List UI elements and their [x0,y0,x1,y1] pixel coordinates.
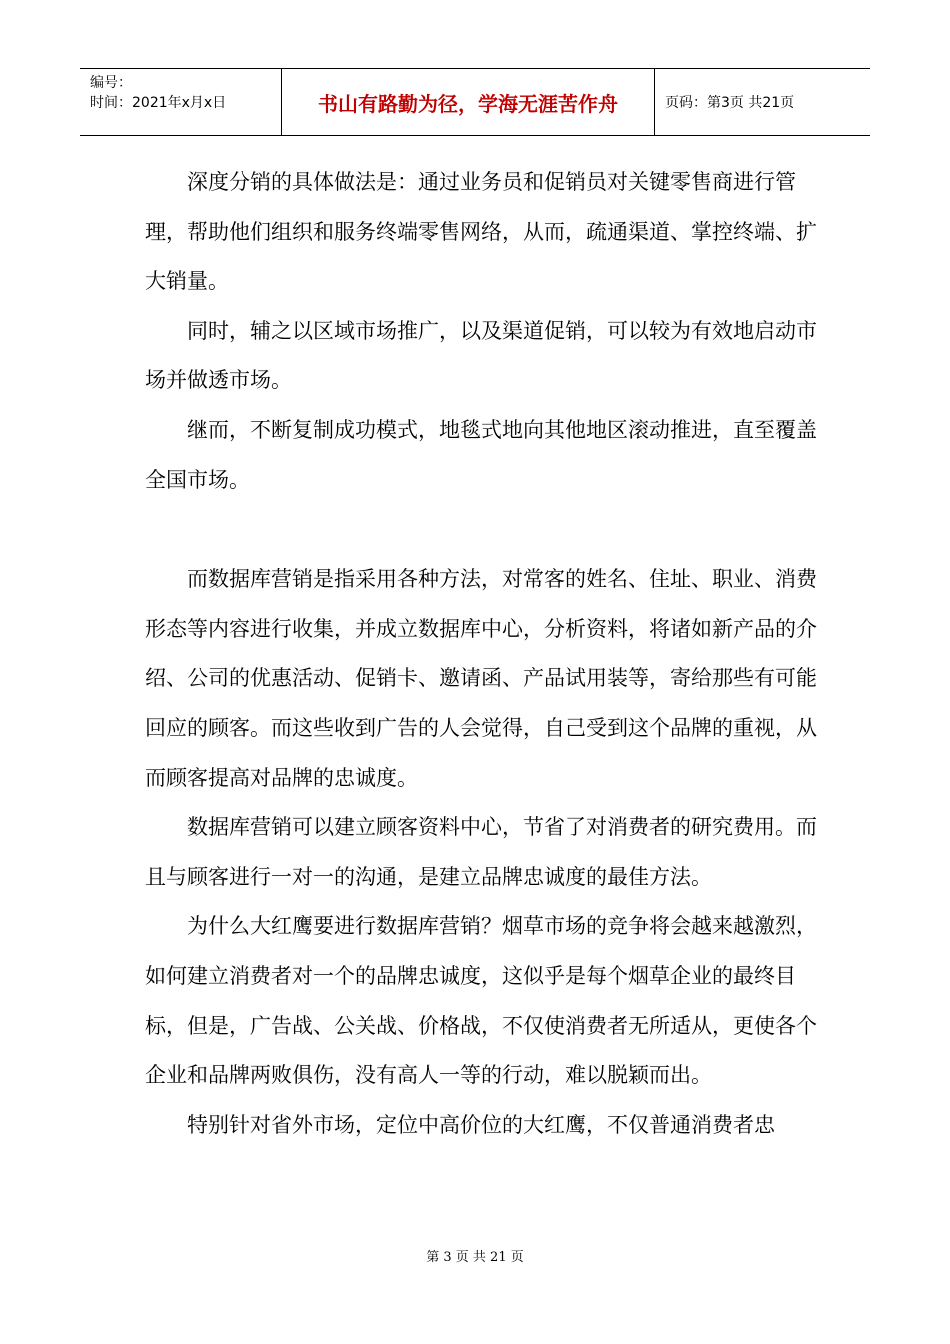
header-left-cell [80,69,282,135]
document-number-label: 编号： [90,75,132,91]
paragraph: 同时，辅之以区域市场推广，以及渠道促销，可以较为有效地启动市场并做透市场。 [145,318,817,393]
page-footer: 第 3 页 共 21 页 [426,1250,524,1265]
document-date-label: 时间：2021年x月x日 [90,95,227,111]
paragraph: 而数据库营销是指采用各种方法，对常客的姓名、住址、职业、消费形态等内容进行收集，并成立数据库中心，分析资料，将诸如新产品的介绍、公司的优惠活动、促销卡、邀请函、产品试用装等，寄给那些有可能回应的顾客。而这些收到广告的人会觉得，自己受到这个品牌的重视，从而顾客提高对品牌的忠诚度。 [145,567,817,790]
paragraph-gap [145,505,825,555]
paragraph: 数据库营销可以建立顾客资料中心，节省了对消费者的研究费用。而且与顾客进行一对一的沟通，是建立品牌忠诚度的最佳方法。 [145,815,817,889]
header-motto: 书山有路勤为径，学海无涯苦作舟 [282,69,655,135]
paragraph: 继而，不断复制成功模式，地毯式地向其他地区滚动推进，直至覆盖全国市场。 [145,417,817,492]
paragraph: 为什么大红鹰要进行数据库营销？烟草市场的竞争将会越来越激烈，如何建立消费者对一个的品牌忠诚度，这似乎是每个烟草企业的最终目标，但是，广告战、公关战、价格战，不仅使消费者无所适从，更使各个企业和品牌两败俱伤，没有高人一等的行动，难以脱颖而出。 [145,914,817,1088]
document-body [145,158,825,1150]
paragraph: 特别针对省外市场，定位中高价位的大红鹰，不仅普通消费者忠 [187,1112,775,1137]
header-page-number: 页码：第3页 共21页 [665,95,795,111]
page-header [80,68,870,136]
paragraph: 深度分销的具体做法是：通过业务员和促销员对关键零售商进行管理，帮助他们组织和服务终端零售网络，从而，疏通渠道、掌控终端、扩大销量。 [145,170,817,294]
